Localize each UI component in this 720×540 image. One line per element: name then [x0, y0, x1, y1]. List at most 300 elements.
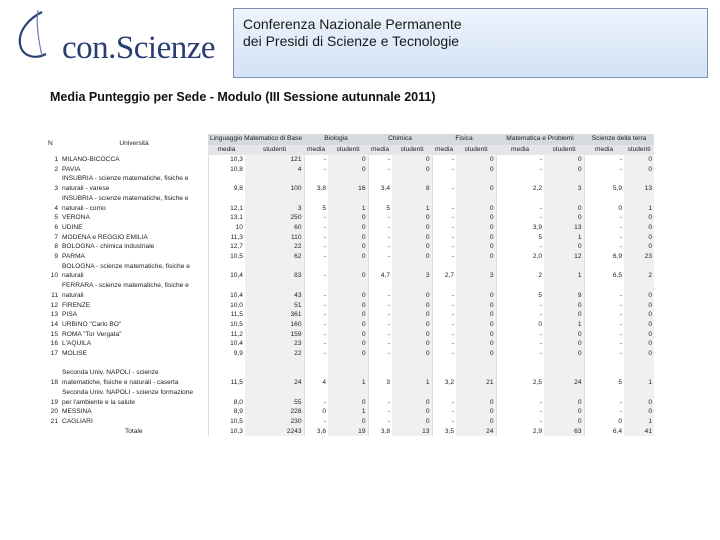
table-row — [46, 242, 654, 252]
row-cell: 0 — [624, 155, 654, 165]
table-row — [46, 388, 654, 398]
row-cell — [328, 388, 368, 398]
row-cell: 5 — [304, 204, 328, 214]
row-cell: 11,3 — [208, 233, 245, 243]
row-cell: 3,4 — [368, 184, 392, 194]
row-cell: 0 — [624, 223, 654, 233]
row-cell: - — [584, 339, 624, 349]
logo-text: con.Scienze — [62, 30, 216, 66]
row-cell: 0 — [544, 349, 584, 359]
sub-header-media: media — [304, 145, 328, 156]
row-cell: 0 — [328, 339, 368, 349]
row-cell: - — [304, 301, 328, 311]
group-header: Fisica — [432, 134, 496, 145]
table-row — [46, 204, 654, 214]
row-cell — [368, 194, 392, 204]
row-cell: - — [368, 301, 392, 311]
row-cell: - — [432, 204, 456, 214]
row-cell: 0 — [624, 233, 654, 243]
row-cell: 3 — [392, 271, 432, 281]
row-cell — [584, 262, 624, 272]
row-university: naturali — [62, 291, 84, 299]
row-cell: - — [584, 233, 624, 243]
row-cell — [328, 262, 368, 272]
row-cell: 51 — [245, 301, 304, 311]
row-university: naturali - como — [62, 204, 106, 212]
row-university: INSUBRIA - scienze matematiche, fisiche e — [62, 194, 189, 202]
row-cell — [245, 262, 304, 272]
total-row — [46, 427, 654, 437]
row-cell: - — [304, 252, 328, 262]
row-cell: 230 — [245, 417, 304, 427]
row-cell: - — [584, 155, 624, 165]
row-cell — [304, 174, 328, 184]
row-cell: - — [368, 407, 392, 417]
row-cell: 0 — [392, 213, 432, 223]
row-cell — [624, 174, 654, 184]
row-cell: 0 — [328, 213, 368, 223]
row-cell — [368, 359, 392, 369]
row-number: 18 — [50, 379, 58, 387]
total-cell: 24 — [456, 427, 496, 437]
row-cell — [432, 262, 456, 272]
row-university: UDINE — [62, 223, 83, 231]
row-cell: 1 — [392, 378, 432, 388]
row-number — [46, 359, 60, 369]
row-cell: 4,7 — [368, 271, 392, 281]
row-cell — [456, 281, 496, 291]
row-cell: - — [496, 213, 544, 223]
row-cell — [368, 174, 392, 184]
row-cell: 0 — [584, 204, 624, 214]
row-cell: 0 — [392, 155, 432, 165]
row-cell: - — [584, 398, 624, 408]
row-cell: - — [584, 242, 624, 252]
row-cell: 0 — [456, 233, 496, 243]
row-cell: - — [432, 223, 456, 233]
row-cell — [368, 388, 392, 398]
row-cell: - — [584, 213, 624, 223]
row-cell: 8,0 — [208, 398, 245, 408]
row-cell: - — [304, 223, 328, 233]
row-cell: 0 — [624, 165, 654, 175]
row-number — [46, 174, 60, 184]
sub-header-studenti: studenti — [392, 145, 432, 156]
row-cell: 0 — [328, 165, 368, 175]
row-cell: 0 — [456, 291, 496, 301]
row-cell: 12 — [544, 252, 584, 262]
row-cell: 60 — [245, 223, 304, 233]
row-cell — [584, 359, 624, 369]
row-cell: - — [496, 204, 544, 214]
row-cell: 0 — [456, 184, 496, 194]
row-cell — [392, 174, 432, 184]
row-cell: - — [432, 213, 456, 223]
row-cell — [208, 388, 245, 398]
row-cell — [208, 194, 245, 204]
row-number: 2 — [54, 165, 58, 173]
row-cell: 10,4 — [208, 339, 245, 349]
row-cell — [624, 262, 654, 272]
total-cell: 3,6 — [304, 427, 328, 437]
row-cell: 11,5 — [208, 378, 245, 388]
row-cell: 0 — [456, 252, 496, 262]
row-cell: 16 — [328, 184, 368, 194]
row-cell: - — [432, 242, 456, 252]
row-cell — [208, 368, 245, 378]
group-header: Scienze della terra — [584, 134, 654, 145]
row-cell: 0 — [544, 407, 584, 417]
row-number: 7 — [54, 233, 58, 241]
row-cell — [392, 368, 432, 378]
row-number: 11 — [51, 291, 58, 299]
row-cell: 0 — [544, 242, 584, 252]
row-cell: - — [304, 155, 328, 165]
row-cell: 0 — [456, 223, 496, 233]
row-cell: 8,9 — [208, 407, 245, 417]
row-cell: 4 — [304, 378, 328, 388]
row-cell: 0 — [328, 398, 368, 408]
row-number: 15 — [50, 330, 58, 338]
row-cell — [544, 174, 584, 184]
row-university: Seconda Univ. NAPOLI - scienze formazione — [62, 388, 194, 396]
row-cell — [328, 281, 368, 291]
row-cell — [328, 174, 368, 184]
row-cell — [624, 359, 654, 369]
row-cell — [392, 359, 432, 369]
sub-header-studenti: studenti — [328, 145, 368, 156]
row-cell — [624, 388, 654, 398]
row-cell — [432, 388, 456, 398]
row-cell: - — [368, 252, 392, 262]
row-cell: - — [368, 330, 392, 340]
row-cell: 8 — [392, 184, 432, 194]
row-cell: 12,1 — [208, 204, 245, 214]
row-cell — [245, 174, 304, 184]
row-cell: 9 — [544, 291, 584, 301]
table-row — [46, 213, 654, 223]
row-cell: 0 — [392, 223, 432, 233]
row-university: FIRENZE — [62, 301, 91, 309]
table-row — [46, 349, 654, 359]
row-cell: 3 — [544, 184, 584, 194]
row-university: URBINO "Carlo BO" — [62, 320, 122, 328]
table-row — [46, 262, 654, 272]
row-cell: - — [496, 330, 544, 340]
row-cell — [456, 174, 496, 184]
row-number — [46, 388, 60, 398]
row-cell — [368, 281, 392, 291]
table-row — [46, 271, 654, 281]
row-university: ROMA "Tor Vergata" — [62, 330, 122, 338]
row-cell: 5 — [368, 204, 392, 214]
row-cell: - — [432, 417, 456, 427]
row-cell — [456, 194, 496, 204]
row-cell: 10,4 — [208, 291, 245, 301]
row-cell: 0 — [392, 330, 432, 340]
row-cell: 2 — [624, 271, 654, 281]
row-cell: 0 — [544, 213, 584, 223]
row-cell: 0 — [544, 310, 584, 320]
row-cell — [245, 194, 304, 204]
row-cell: - — [432, 184, 456, 194]
row-cell: 0 — [328, 223, 368, 233]
row-cell: - — [496, 301, 544, 311]
row-cell: 3,2 — [432, 378, 456, 388]
row-cell: 0 — [456, 320, 496, 330]
row-cell: 0 — [328, 271, 368, 281]
row-cell: 0 — [392, 301, 432, 311]
row-cell: 21 — [456, 378, 496, 388]
row-cell: - — [304, 330, 328, 340]
row-cell: 121 — [245, 155, 304, 165]
row-cell: 1 — [392, 204, 432, 214]
row-cell — [208, 359, 245, 369]
row-cell: 0 — [456, 398, 496, 408]
row-cell: - — [432, 407, 456, 417]
row-cell: 0 — [624, 407, 654, 417]
row-cell: 10,8 — [208, 165, 245, 175]
row-cell — [368, 262, 392, 272]
row-cell: 0 — [456, 165, 496, 175]
total-cell: 41 — [624, 427, 654, 437]
row-cell — [544, 194, 584, 204]
table-row — [46, 291, 654, 301]
row-number: 17 — [50, 350, 58, 358]
table-row — [46, 330, 654, 340]
row-cell — [392, 194, 432, 204]
row-cell: 43 — [245, 291, 304, 301]
row-cell: - — [304, 165, 328, 175]
row-cell: 62 — [245, 252, 304, 262]
row-cell: 0 — [304, 407, 328, 417]
row-cell: 0 — [456, 417, 496, 427]
row-cell — [496, 194, 544, 204]
row-cell: - — [304, 320, 328, 330]
row-cell: 1 — [328, 204, 368, 214]
row-cell: 0 — [392, 339, 432, 349]
row-cell — [328, 368, 368, 378]
table-row — [46, 174, 654, 184]
header-line-2: dei Presidi di Scienze e Tecnologie — [243, 33, 460, 49]
col-header-university: Università — [60, 134, 208, 155]
row-number: 12 — [50, 301, 58, 309]
row-number: 1 — [54, 156, 58, 163]
row-cell: - — [432, 155, 456, 165]
table-row — [46, 155, 654, 165]
row-cell — [432, 194, 456, 204]
row-cell: 23 — [624, 252, 654, 262]
total-cell: 3,5 — [432, 427, 456, 437]
scores-table — [46, 134, 654, 436]
row-cell: 12,7 — [208, 242, 245, 252]
header-line-1: Conferenza Nazionale Permanente — [243, 16, 462, 32]
row-cell — [328, 194, 368, 204]
row-cell: 0 — [328, 301, 368, 311]
row-cell — [208, 174, 245, 184]
col-header-n: N — [46, 134, 60, 155]
row-cell: 361 — [245, 310, 304, 320]
row-cell: - — [368, 291, 392, 301]
row-cell — [496, 388, 544, 398]
row-cell: 2,0 — [496, 252, 544, 262]
row-cell — [208, 262, 245, 272]
row-cell: 0 — [392, 320, 432, 330]
row-cell: - — [368, 165, 392, 175]
table-row — [46, 320, 654, 330]
row-cell: - — [432, 252, 456, 262]
table-row — [46, 368, 654, 378]
row-cell — [544, 262, 584, 272]
group-header: Matematica e Problemi — [496, 134, 584, 145]
table-row — [46, 398, 654, 408]
row-cell: - — [496, 407, 544, 417]
row-cell: - — [584, 407, 624, 417]
row-cell: 160 — [245, 320, 304, 330]
row-cell: 1 — [624, 378, 654, 388]
row-cell: - — [368, 417, 392, 427]
total-label: Totale — [124, 427, 143, 435]
row-cell: 0 — [544, 165, 584, 175]
sub-header-media: media — [208, 145, 245, 156]
table-row — [46, 359, 654, 369]
table-row — [46, 339, 654, 349]
row-cell: 9,9 — [208, 349, 245, 359]
row-cell: 6,5 — [584, 271, 624, 281]
row-number: 14 — [50, 320, 58, 328]
row-cell — [432, 368, 456, 378]
row-cell: 10,5 — [208, 252, 245, 262]
row-cell: 0 — [624, 330, 654, 340]
row-cell: - — [496, 417, 544, 427]
row-university: MODENA e REGGIO EMILIA — [62, 233, 148, 241]
row-cell: - — [584, 310, 624, 320]
row-cell: 10,3 — [208, 155, 245, 165]
row-cell: 13,1 — [208, 213, 245, 223]
row-cell: 5 — [496, 291, 544, 301]
row-cell: - — [304, 310, 328, 320]
table-row — [46, 194, 654, 204]
row-cell: - — [304, 398, 328, 408]
conscienze-logo — [8, 8, 218, 68]
row-cell — [208, 281, 245, 291]
total-cell: 10,3 — [208, 427, 245, 437]
row-cell: 0 — [496, 320, 544, 330]
row-cell: - — [432, 291, 456, 301]
row-cell: - — [368, 310, 392, 320]
total-cell: 2243 — [245, 427, 304, 437]
row-cell — [304, 388, 328, 398]
row-cell: 0 — [392, 407, 432, 417]
row-number — [46, 194, 60, 204]
row-cell — [245, 368, 304, 378]
row-cell: - — [496, 155, 544, 165]
total-cell: 63 — [544, 427, 584, 437]
row-cell: 3,8 — [304, 184, 328, 194]
row-cell — [544, 368, 584, 378]
row-cell: 5,9 — [584, 184, 624, 194]
row-cell: - — [304, 349, 328, 359]
row-cell: - — [368, 233, 392, 243]
row-cell: - — [368, 242, 392, 252]
row-cell: 23 — [245, 339, 304, 349]
row-cell: - — [368, 155, 392, 165]
row-cell: - — [368, 339, 392, 349]
row-cell: 83 — [245, 271, 304, 281]
row-cell: 1 — [544, 320, 584, 330]
sub-header-studenti: studenti — [544, 145, 584, 156]
table-row — [46, 417, 654, 427]
row-university: FERRARA - scienze matematiche, fisiche e — [62, 282, 189, 290]
row-cell — [624, 368, 654, 378]
table-row — [46, 281, 654, 291]
row-cell: 11,5 — [208, 310, 245, 320]
row-cell: 10,4 — [208, 271, 245, 281]
row-cell: - — [496, 242, 544, 252]
row-cell: 0 — [624, 339, 654, 349]
row-cell: 0 — [392, 242, 432, 252]
row-cell: 0 — [544, 155, 584, 165]
sub-header-studenti: studenti — [624, 145, 654, 156]
row-cell: - — [584, 301, 624, 311]
row-university: PAVIA — [62, 165, 81, 173]
row-cell: 0 — [544, 330, 584, 340]
row-cell: 3 — [245, 204, 304, 214]
row-cell — [456, 388, 496, 398]
row-cell: 10 — [208, 223, 245, 233]
row-cell — [624, 281, 654, 291]
row-university: CAGLIARI — [62, 417, 93, 425]
row-cell: 0 — [456, 301, 496, 311]
row-university: per l'ambiente e la salute — [62, 398, 136, 406]
row-number: 13 — [50, 311, 58, 319]
row-number — [46, 281, 60, 291]
row-cell: 3 — [368, 378, 392, 388]
total-spacer — [46, 427, 60, 437]
row-cell: 100 — [245, 184, 304, 194]
row-cell: - — [304, 339, 328, 349]
sub-header-media: media — [432, 145, 456, 156]
row-cell — [584, 388, 624, 398]
row-cell: 0 — [624, 320, 654, 330]
row-cell: 10,5 — [208, 417, 245, 427]
row-cell: 9,8 — [208, 184, 245, 194]
row-cell: 1 — [328, 407, 368, 417]
row-number: 5 — [54, 214, 58, 222]
sub-header-media: media — [584, 145, 624, 156]
row-cell — [328, 359, 368, 369]
row-cell: - — [304, 242, 328, 252]
row-cell: - — [584, 291, 624, 301]
row-cell: - — [368, 398, 392, 408]
row-cell: 0 — [456, 213, 496, 223]
header-box — [233, 8, 708, 78]
row-cell: 0 — [544, 398, 584, 408]
row-cell: 1 — [328, 378, 368, 388]
row-cell: - — [432, 301, 456, 311]
row-cell — [496, 359, 544, 369]
row-cell: 2,7 — [432, 271, 456, 281]
table-row — [46, 310, 654, 320]
row-university: PARMA — [62, 253, 85, 261]
row-cell — [456, 359, 496, 369]
group-header: Linguaggio Matematico di Base — [208, 134, 304, 145]
row-cell: 0 — [584, 417, 624, 427]
row-cell: 0 — [456, 349, 496, 359]
row-cell — [544, 281, 584, 291]
table-row — [46, 165, 654, 175]
row-cell: - — [432, 398, 456, 408]
